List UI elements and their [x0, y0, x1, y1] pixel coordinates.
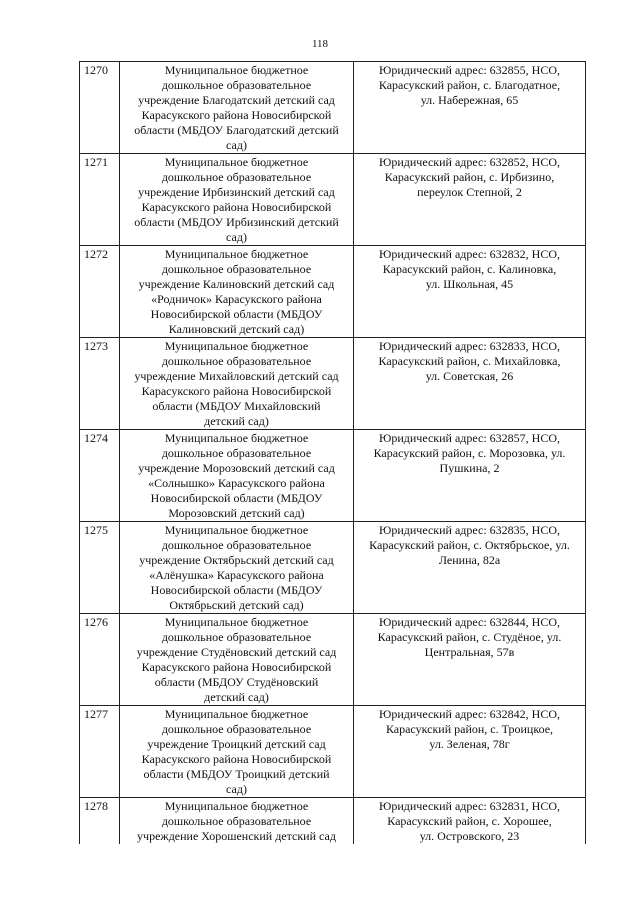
- name-line: области (МБДОУ Благодатский детский: [134, 123, 339, 137]
- address-line: Юридический адрес: 632852, НСО,: [379, 155, 560, 169]
- name-line: дошкольное образовательное: [161, 630, 312, 644]
- table-row: [80, 246, 586, 338]
- institution-name: [120, 614, 354, 706]
- institution-name: [120, 706, 354, 798]
- address-line: Карасукский район, с. Октябрьское, ул.: [369, 538, 570, 552]
- name-line: Новосибирской области (МБДОУ: [150, 307, 323, 321]
- row-number: 1275: [80, 522, 120, 614]
- name-line: «Алёнушка» Карасукского района: [149, 568, 324, 582]
- legal-address: [354, 246, 586, 338]
- row-number: 1274: [80, 430, 120, 522]
- table-row: [80, 62, 586, 154]
- address-line: ул. Советская, 26: [425, 369, 514, 383]
- address-line: Карасукский район, с. Студёное, ул.: [377, 630, 562, 644]
- legal-address: [354, 430, 586, 522]
- name-line: Муниципальное бюджетное: [164, 339, 309, 353]
- table-row: [80, 522, 586, 614]
- address-line: Ленина, 82а: [438, 553, 501, 567]
- row-number: 1278: [80, 798, 120, 845]
- address-line: Карасукский район, с. Калиновка,: [382, 262, 557, 276]
- address-line: Юридический адрес: 632831, НСО,: [379, 799, 560, 813]
- legal-address: [354, 614, 586, 706]
- name-line: «Солнышко» Карасукского района: [148, 476, 325, 490]
- address-line: Пушкина, 2: [439, 461, 500, 475]
- institution-name: [120, 338, 354, 430]
- name-line: дошкольное образовательное: [161, 446, 312, 460]
- row-number: 1277: [80, 706, 120, 798]
- table-row: [80, 430, 586, 522]
- name-line: Карасукского района Новосибирской: [141, 384, 332, 398]
- address-line: Карасукский район, с. Морозовка, ул.: [373, 446, 566, 460]
- name-line: области (МБДОУ Ирбизинский детский: [134, 215, 339, 229]
- name-line: Новосибирской области (МБДОУ: [150, 583, 323, 597]
- row-number: 1276: [80, 614, 120, 706]
- name-line: дошкольное образовательное: [161, 814, 312, 828]
- name-line: области (МБДОУ Студёновский: [154, 675, 319, 689]
- address-line: ул. Набережная, 65: [420, 93, 519, 107]
- name-line: Карасукского района Новосибирской: [141, 108, 332, 122]
- institution-name: [120, 154, 354, 246]
- address-line: Центральная, 57в: [424, 645, 515, 659]
- name-line: Муниципальное бюджетное: [164, 431, 309, 445]
- name-line: «Родничок» Карасукского района: [151, 292, 322, 306]
- name-line: дошкольное образовательное: [161, 538, 312, 552]
- legal-address: [354, 62, 586, 154]
- table-row: [80, 798, 586, 845]
- address-line: Карасукский район, с. Троицкое,: [385, 722, 554, 736]
- name-line: сад): [226, 230, 247, 244]
- address-line: переулок Степной, 2: [417, 185, 522, 199]
- row-number: 1272: [80, 246, 120, 338]
- address-line: Карасукский район, с. Хорошее,: [387, 814, 552, 828]
- name-line: детский сад): [204, 414, 269, 428]
- address-line: ул. Школьная, 45: [425, 277, 514, 291]
- address-line: Юридический адрес: 632833, НСО,: [379, 339, 560, 353]
- legal-address: [354, 706, 586, 798]
- name-line: дошкольное образовательное: [161, 78, 312, 92]
- row-number: 1270: [80, 62, 120, 154]
- name-line: дошкольное образовательное: [161, 354, 312, 368]
- legal-address: [354, 338, 586, 430]
- address-line: Юридический адрес: 632857, НСО,: [379, 431, 560, 445]
- name-line: учреждение Студёновский детский сад: [136, 645, 337, 659]
- address-line: Юридический адрес: 632832, НСО,: [379, 247, 560, 261]
- institution-name: [120, 798, 354, 845]
- name-line: детский сад): [204, 690, 269, 704]
- address-line: ул. Островского, 23: [419, 829, 520, 843]
- name-line: Муниципальное бюджетное: [164, 615, 309, 629]
- address-line: Юридический адрес: 632835, НСО,: [379, 523, 560, 537]
- name-line: Карасукского района Новосибирской: [141, 660, 332, 674]
- institution-name: [120, 430, 354, 522]
- name-line: учреждение Хорошенский детский сад: [137, 829, 336, 843]
- institution-name: [120, 522, 354, 614]
- name-line: Муниципальное бюджетное: [164, 523, 309, 537]
- row-number: 1273: [80, 338, 120, 430]
- name-line: Муниципальное бюджетное: [164, 707, 309, 721]
- name-line: Муниципальное бюджетное: [164, 247, 309, 261]
- name-line: Муниципальное бюджетное: [164, 155, 309, 169]
- name-line: учреждение Михайловский детский сад: [134, 369, 339, 383]
- name-line: Калиновский детский сад): [168, 322, 305, 336]
- name-line: Новосибирской области (МБДОУ: [150, 491, 323, 505]
- registry-table: [79, 61, 586, 844]
- name-line: Морозовский детский сад): [168, 506, 305, 520]
- table-row: [80, 154, 586, 246]
- name-line: области (МБДОУ Троицкий детский: [143, 767, 330, 781]
- name-line: Карасукского района Новосибирской: [141, 200, 332, 214]
- name-line: области (МБДОУ Михайловский: [152, 399, 321, 413]
- name-line: учреждение Благодатский детский сад: [138, 93, 335, 107]
- legal-address: [354, 154, 586, 246]
- table-row: [80, 614, 586, 706]
- legal-address: [354, 798, 586, 845]
- table-row: [80, 706, 586, 798]
- address-line: Юридический адрес: 632855, НСО,: [379, 63, 560, 77]
- name-line: дошкольное образовательное: [161, 722, 312, 736]
- name-line: Муниципальное бюджетное: [164, 63, 309, 77]
- address-line: Карасукский район, с. Благодатное,: [378, 78, 561, 92]
- address-line: Карасукский район, с. Михайловка,: [378, 354, 561, 368]
- name-line: Муниципальное бюджетное: [164, 799, 309, 813]
- table-row: [80, 338, 586, 430]
- address-line: Юридический адрес: 632844, НСО,: [379, 615, 560, 629]
- legal-address: [354, 522, 586, 614]
- name-line: учреждение Октябрьский детский сад: [139, 553, 334, 567]
- name-line: дошкольное образовательное: [161, 170, 312, 184]
- row-number: 1271: [80, 154, 120, 246]
- name-line: Октябрьский детский сад): [169, 598, 304, 612]
- name-line: учреждение Калиновский детский сад: [138, 277, 335, 291]
- name-line: Карасукского района Новосибирской: [141, 752, 332, 766]
- institution-name: [120, 246, 354, 338]
- name-line: учреждение Морозовский детский сад: [138, 461, 335, 475]
- institution-name: [120, 62, 354, 154]
- name-line: сад): [226, 138, 247, 152]
- address-line: ул. Зеленая, 78г: [429, 737, 510, 751]
- name-line: учреждение Ирбизинский детский сад: [138, 185, 335, 199]
- address-line: Карасукский район, с. Ирбизино,: [384, 170, 555, 184]
- address-line: Юридический адрес: 632842, НСО,: [379, 707, 560, 721]
- name-line: дошкольное образовательное: [161, 262, 312, 276]
- name-line: сад): [226, 782, 247, 796]
- name-line: учреждение Троицкий детский сад: [147, 737, 326, 751]
- page-number: 118: [311, 38, 329, 50]
